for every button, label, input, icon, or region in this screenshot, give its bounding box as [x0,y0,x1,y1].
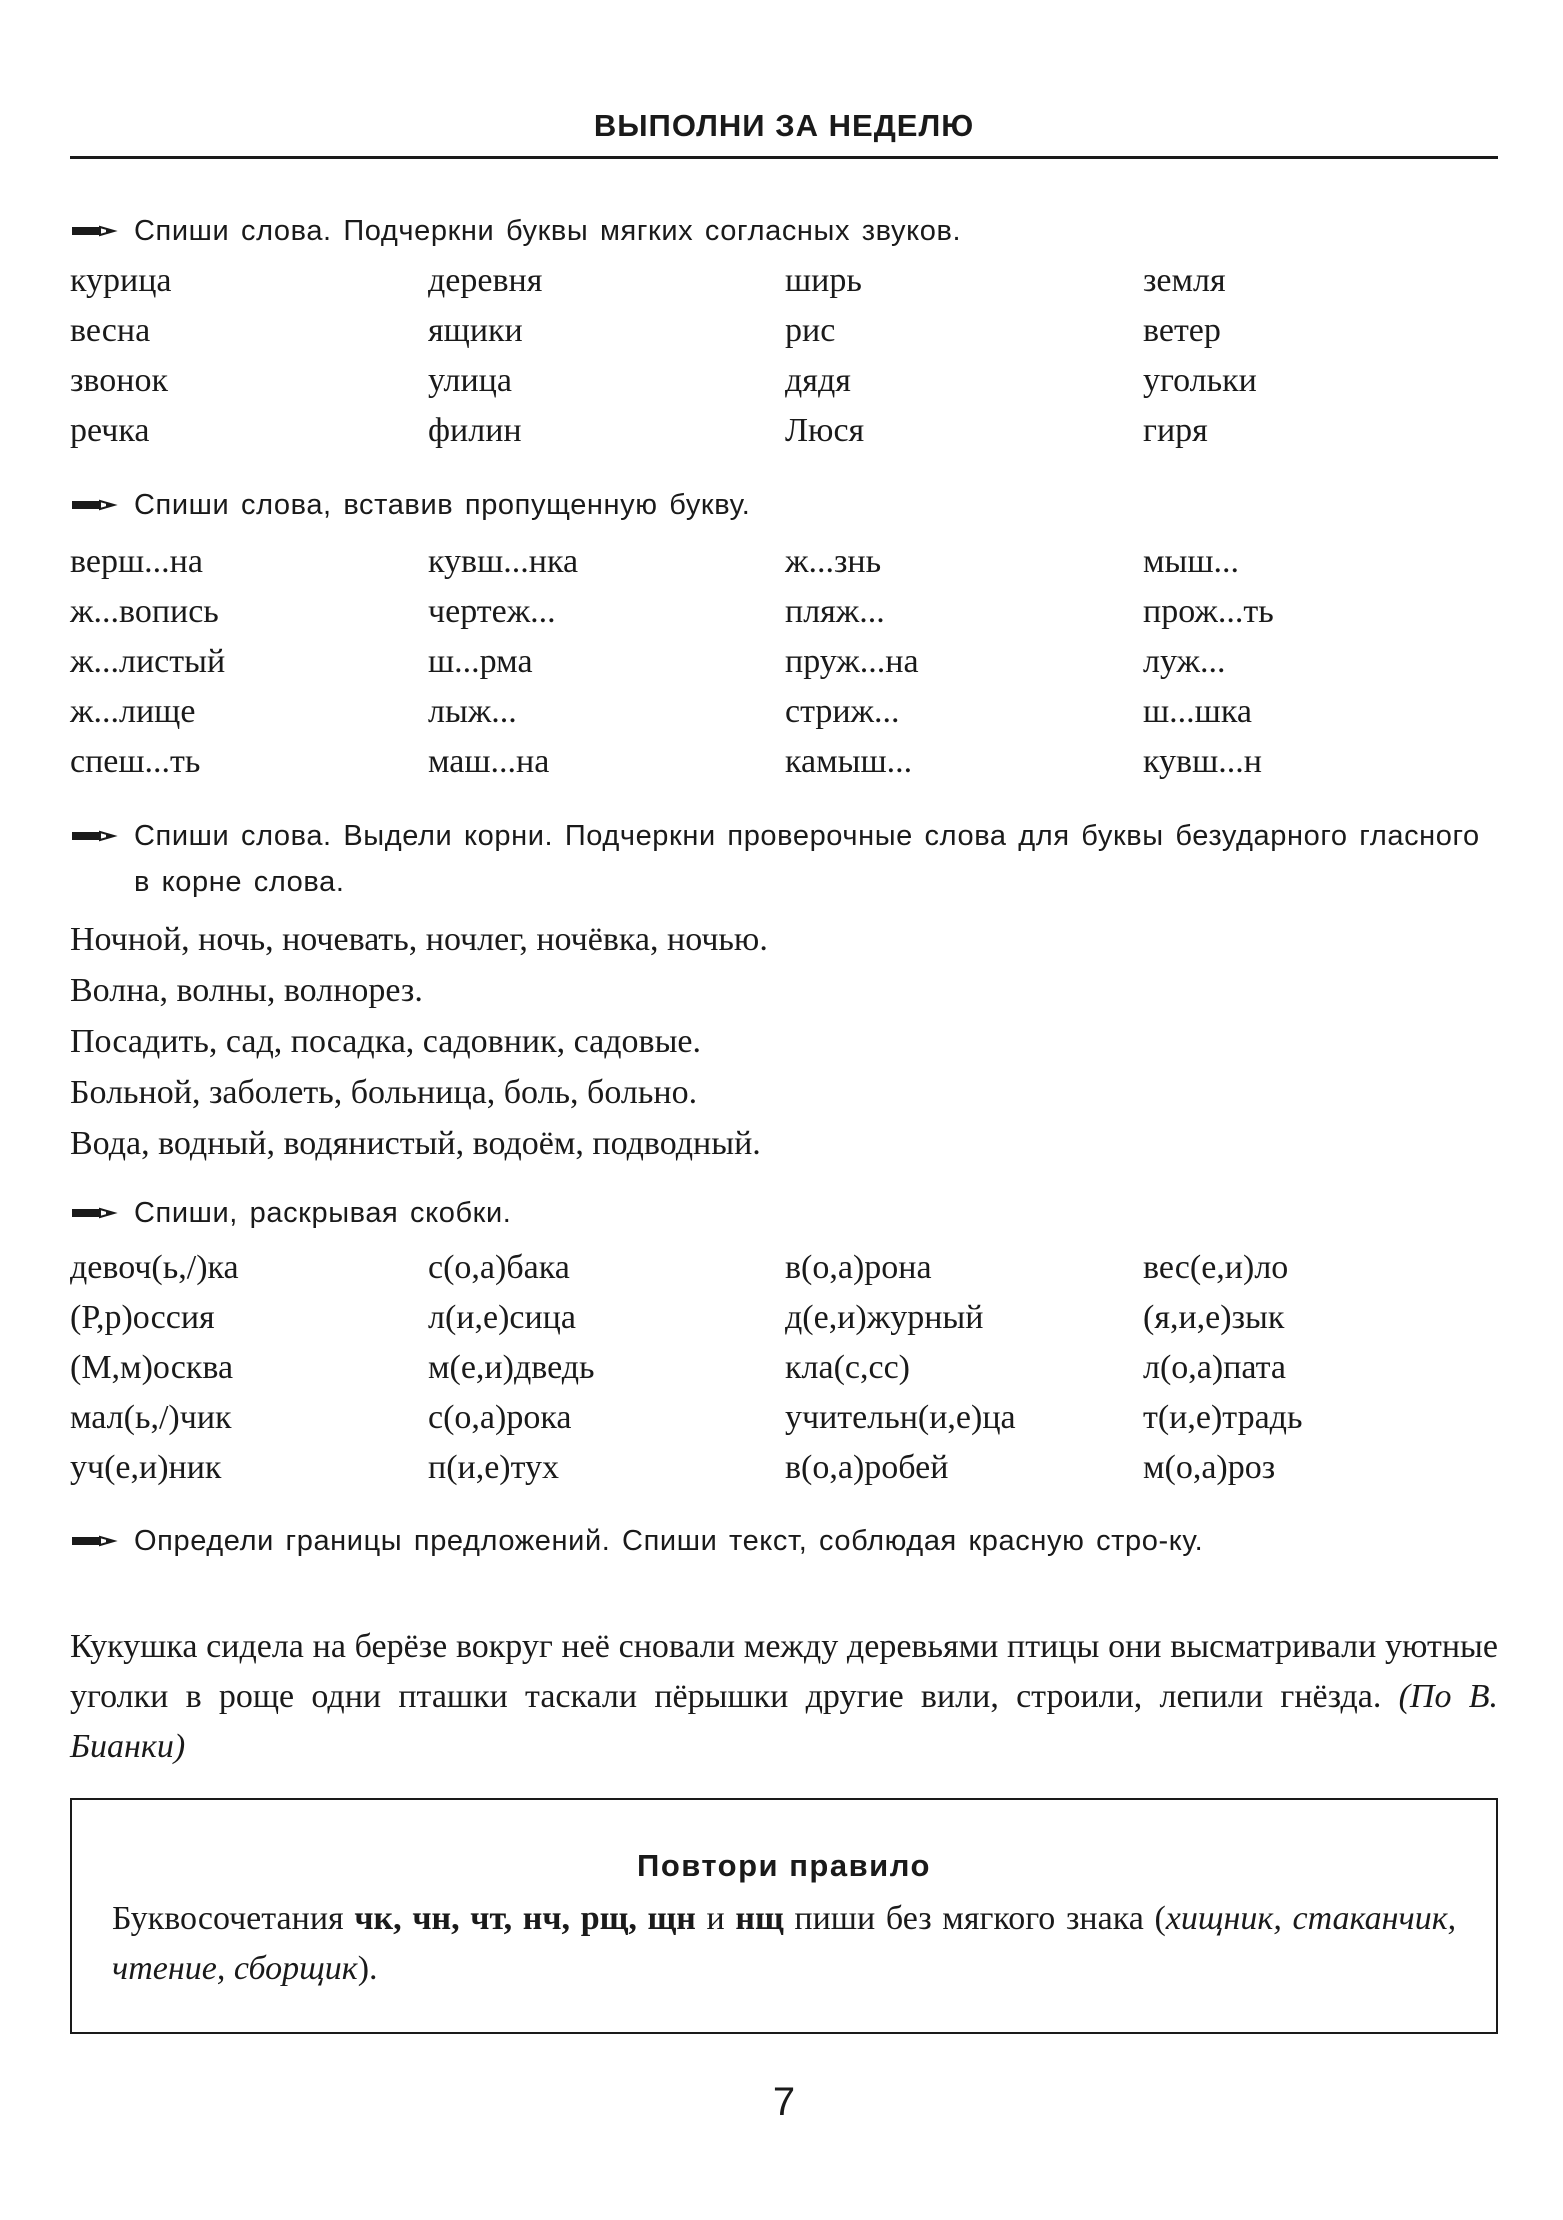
word: весна [70,312,151,349]
word: учительн(и,е)ца [785,1399,1016,1436]
word: пруж...на [785,643,919,680]
word-line: Волна, волны, волнорез. [70,972,423,1009]
word: улица [428,362,512,399]
word: с(о,а)бака [428,1249,570,1286]
word: в(о,а)робей [785,1449,949,1486]
word: лыж... [428,693,517,730]
word-row [70,543,1498,593]
word: (Р,р)оссия [70,1299,215,1336]
task-2-text: Спиши слова, вставив пропущенную букву. [134,489,751,521]
rule-closing: ). [357,1950,378,1987]
word-row [70,1449,1498,1499]
word-line: Больной, заболеть, больница, боль, больно. [70,1074,698,1111]
rule-after: пиши без мягкого знака ( [794,1900,1166,1937]
word: ш...рма [428,643,533,680]
word-row [70,1299,1498,1349]
rule-and: и [706,1900,725,1937]
pencil-icon [70,495,126,515]
word-row [70,312,1498,362]
word: в(о,а)рона [785,1249,932,1286]
task-3-text: Спиши слова. Выдели корни. Подчеркни проверочные слова для буквы безударного гласного в корне слова. [134,820,1480,898]
word: ж...вопись [70,593,219,630]
pencil-icon [70,1531,126,1551]
task-2-instruction [70,482,1498,528]
word: ящики [428,312,523,349]
task-1-text: Спиши слова. Подчеркни буквы мягких согласных звуков. [134,215,962,247]
word-row [70,743,1498,793]
word: п(и,е)тух [428,1449,560,1486]
task-5-text: Определи границы предложений. Спиши текст, соблюдая красную стро-ку. [134,1525,1204,1557]
word: ширь [785,262,862,299]
letter-combo: щн [647,1900,696,1937]
word-line: Вода, водный, водянистый, водоём, подводный. [70,1125,761,1162]
letter-combo: нч, [522,1900,571,1937]
word-row [70,643,1498,693]
header-rule [70,156,1498,159]
letter-combo: чк, [354,1900,402,1937]
paragraph-author: (По В. Бианки) [70,1678,1498,1765]
letter-combo: рщ, [580,1900,637,1937]
word: (я,и,е)зык [1143,1299,1285,1336]
word: мал(ь,/)чик [70,1399,232,1436]
word: л(о,а)пата [1143,1349,1286,1386]
word: звонок [70,362,168,399]
pencil-icon [70,1203,126,1223]
word: кувш...нка [428,543,579,580]
task-4-word-grid [70,1249,1498,1499]
word: девоч(ь,/)ка [70,1249,239,1286]
word-row [70,693,1498,743]
task-1-instruction [70,208,1498,254]
rule-text [112,1894,1456,1994]
rule-intro: Буквосочетания [112,1900,344,1937]
word: м(е,и)дведь [428,1349,595,1386]
word: стриж... [785,693,900,730]
task-5-instruction [70,1518,1498,1564]
word: угольки [1143,362,1257,399]
word-row [70,412,1498,462]
rule-box [70,1798,1498,2034]
word-row [70,593,1498,643]
task-5-paragraph [70,1622,1498,1772]
word: Люся [785,412,865,449]
workbook-page [70,0,1498,2220]
word: ш...шка [1143,693,1252,730]
word: рис [785,312,836,349]
task-3-instruction [70,813,1498,905]
word: маш...на [428,743,550,780]
word: ж...знь [785,543,882,580]
task-4-instruction [70,1190,1498,1236]
word: курица [70,262,172,299]
word: вес(е,и)ло [1143,1249,1289,1286]
word: гиря [1143,412,1208,449]
paragraph-text: Кукушка сидела на берёзе вокруг неё сновали между деревьями птицы они высматривали уютные уголки в роще одни пташки таскали пёрышки другие вили, строили, лепили гнёзда. [70,1628,1498,1715]
page-header: ВЫПОЛНИ ЗА НЕДЕЛЮ [593,108,975,143]
word-row [70,362,1498,412]
pencil-icon [70,221,126,241]
word-row [70,1249,1498,1299]
task-1-word-grid [70,262,1498,462]
word: деревня [428,262,543,299]
word: пляж... [785,593,885,630]
word: камыш... [785,743,913,780]
letter-combo: чн, [412,1900,460,1937]
letter-combo: нщ [735,1900,784,1937]
task-3-lines [70,914,1498,1169]
word-row [70,1349,1498,1399]
word-row [70,1399,1498,1449]
word: дядя [785,362,851,399]
word-line: Посадить, сад, посадка, садовник, садовые. [70,1023,702,1060]
word: земля [1143,262,1226,299]
word: ж...лище [70,693,196,730]
word-line: Ночной, ночь, ночевать, ночлег, ночёвка, ночью. [70,921,768,958]
word: (М,м)осква [70,1349,234,1386]
word: чертеж... [428,593,556,630]
task-2-word-grid [70,543,1498,793]
word: л(и,е)сица [428,1299,576,1336]
word: ж...листый [70,643,226,680]
word: филин [428,412,522,449]
word: м(о,а)роз [1143,1449,1276,1486]
word-row [70,262,1498,312]
word: верш...на [70,543,203,580]
rule-examples: хищник, стаканчик, чтение, сборщик [112,1900,1457,1987]
task-4-text: Спиши, раскрывая скобки. [134,1197,512,1229]
word: спеш...ть [70,743,201,780]
rule-title: Повтори правило [637,1848,931,1883]
word: мыш... [1143,543,1240,580]
page-number: 7 [772,2080,796,2124]
word: кла(с,сс) [785,1349,910,1386]
word: кувш...н [1143,743,1262,780]
word: луж... [1143,643,1226,680]
word: уч(е,и)ник [70,1449,222,1486]
word: речка [70,412,150,449]
word: т(и,е)традь [1143,1399,1303,1436]
word: ветер [1143,312,1221,349]
word: д(е,и)журный [785,1299,984,1336]
word: с(о,а)рока [428,1399,572,1436]
pencil-icon [70,826,126,846]
word: прож...ть [1143,593,1274,630]
letter-combo: чт, [470,1900,513,1937]
